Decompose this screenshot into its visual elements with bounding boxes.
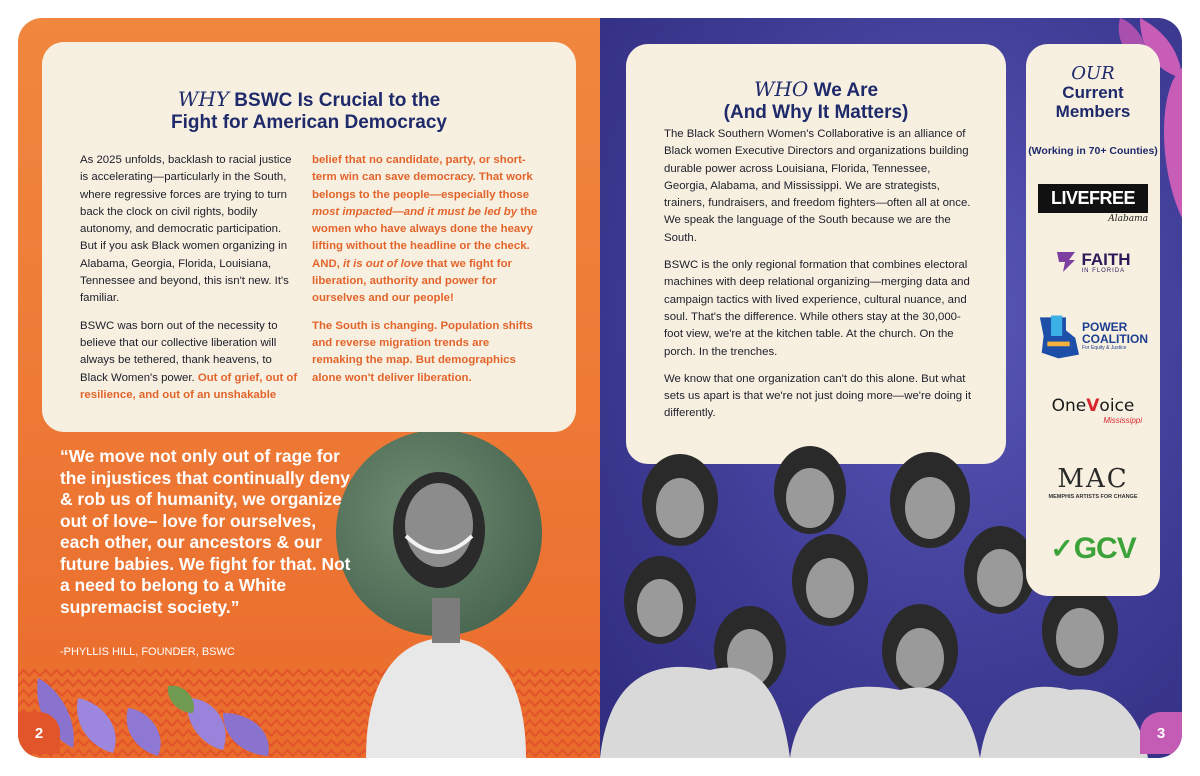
power-logo-line2: COALITION xyxy=(1082,332,1148,346)
members-title-line2: Current xyxy=(1062,83,1124,102)
who-paragraph-3: We know that one organization can't do this alone. But what sets us apart is that we're not just doing more—we're doing it differently. xyxy=(664,372,971,420)
why-paragraph-1: As 2025 unfolds, backlash to racial justice is accelerating—particularly in the South, where regressive forces are trying to turn back the clock on civil rights, bodily autonomy, and democratic participation. But if you ask Black women organizing in Alabama, Georgia, Florida, Louisiana, Tennessee and beyond, this isn't new. It's familiar. xyxy=(80,154,292,305)
livefree-logo-main: LIVEFREE xyxy=(1038,184,1148,213)
who-card xyxy=(626,44,1006,464)
members-title xyxy=(1026,64,1160,121)
quote-attribution: -PHYLLIS HILL, FOUNDER, BSWC xyxy=(60,646,235,658)
why-title-line2: Fight for American Democracy xyxy=(171,112,447,133)
members-subtitle: (Working in 70+ Counties) xyxy=(1028,145,1158,157)
gcv-logo-main: GCV xyxy=(1073,532,1136,565)
why-column-left xyxy=(80,152,300,414)
onevoice-logo-b: oice xyxy=(1099,396,1135,416)
who-title-line1: We Are xyxy=(808,80,879,101)
onevoice-logo-sub: Mississippi xyxy=(1103,416,1142,425)
mac-logo-sub: MEMPHIS ARTISTS FOR CHANGE xyxy=(1048,494,1138,500)
why-paragraph-4: The South is changing. Population shifts and reverse migration trends are remaking the map. But demographics alone won't deliver liberation. xyxy=(312,319,533,384)
why-p3-c: the women who have always done the heavy lifting without the headline or the check. AND, xyxy=(312,205,538,270)
lavender-flowers-illustration xyxy=(18,658,318,758)
why-title-script: WHY xyxy=(177,87,230,111)
faith-logo-main: FAITH xyxy=(1081,249,1131,269)
why-title xyxy=(42,88,576,134)
pull-quote: “We move not only out of rage for the injustices that continually deny & rob us of humanity, we organize out of love– love for ourselves, each other, our ancestors & our future babies. We fight for that. Not a need to belong to a White supremacist society.” xyxy=(60,446,351,617)
power-logo-line1: POWER xyxy=(1082,320,1128,334)
why-paragraph-2-highlight: Out of grief, out of resilience, and out of an unshakable xyxy=(80,371,298,401)
mac-logo xyxy=(1038,464,1148,500)
who-paragraph-1: The Black Southern Women's Collaborative is an alliance of Black women Executive Directors and organizations building durable power across Louisiana, Florida, Tennessee, Georgia, Alabama, and Mississippi. We are strategists, trainers, fundraisers, and freedom fighters—often all at once. We speak the language of the South because we are the South. xyxy=(664,128,971,244)
who-body xyxy=(664,126,976,433)
onevoice-logo-a: One xyxy=(1051,396,1087,416)
page-number-right: 3 xyxy=(1140,712,1182,754)
who-title-script: WHO xyxy=(753,77,809,101)
mac-logo-main: MAC xyxy=(1057,464,1129,494)
livefree-logo xyxy=(1038,184,1148,224)
onevoice-v-icon: V xyxy=(1086,396,1100,416)
why-p3-d: it is out of love xyxy=(343,257,424,270)
louisiana-fist-icon xyxy=(1038,310,1079,362)
members-title-line3: Members xyxy=(1055,102,1131,121)
gcv-logo xyxy=(1038,532,1148,566)
members-card xyxy=(1026,44,1160,596)
livefree-logo-sub: Alabama xyxy=(1108,214,1148,224)
power-logo-line3: For Equity & Justice xyxy=(1082,345,1127,351)
power-coalition-logo xyxy=(1038,310,1148,362)
left-page xyxy=(18,18,600,758)
why-paragraph-2 xyxy=(80,318,300,404)
who-title xyxy=(626,78,1006,124)
why-p3-b: most impacted—and it must be led by xyxy=(312,205,518,218)
why-title-line1: BSWC Is Crucial to the xyxy=(229,90,441,111)
faith-f-icon xyxy=(1055,250,1077,274)
magazine-spread xyxy=(18,18,1182,758)
members-title-script: OUR xyxy=(1071,63,1115,84)
faith-in-florida-logo xyxy=(1038,250,1148,274)
why-p3-a: belief that no candidate, party, or short-term win can save democracy. That work belongs to the people—especially those xyxy=(312,154,533,201)
page-number-left: 2 xyxy=(18,712,60,754)
why-paragraph-2-plain: BSWC was born out of the necessity to believe that our collective liberation will always be tethered, thank heavens, to Black Women's power. xyxy=(80,319,278,384)
why-paragraph-3 xyxy=(312,152,538,308)
gcv-check-icon: ✓ xyxy=(1050,533,1074,564)
why-p3-e: that we fight for liberation, authority and power for ourselves and our people! xyxy=(312,257,512,305)
faith-logo-sub: IN FLORIDA xyxy=(1081,267,1126,274)
one-voice-logo xyxy=(1038,396,1148,425)
why-card xyxy=(42,42,576,432)
why-column-right xyxy=(312,152,538,397)
founder-body xyxy=(336,578,556,758)
who-title-line2: (And Why It Matters) xyxy=(723,102,909,123)
who-paragraph-2: BSWC is the only regional formation that combines electoral machines with deep relational organizing—merging data and campaign tactics with lived experience, cultural nuance, and soul. That's the difference. While others stay at the 30,000-foot view, we're at the kitchen table. At the church. On the porch. In the trenches. xyxy=(664,259,970,358)
